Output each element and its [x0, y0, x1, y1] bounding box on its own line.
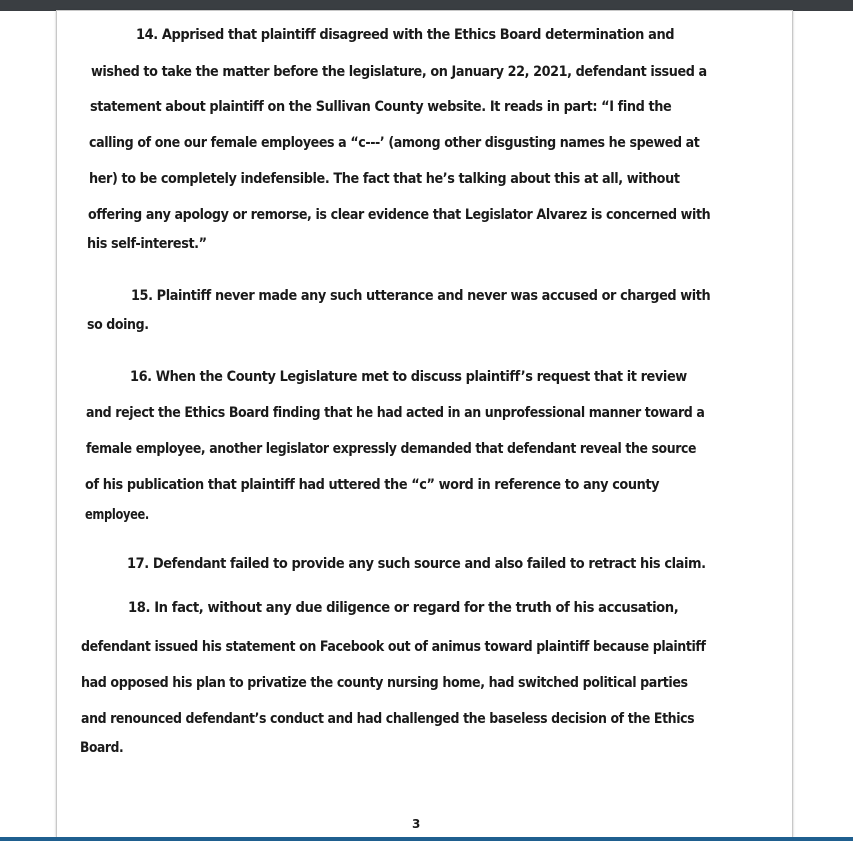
- paragraph-17-line-1: 17. Defendant failed to provide any such source and also failed to retract his claim.: [127, 556, 706, 572]
- paragraph-18-line-5: Board.: [80, 740, 124, 756]
- paragraph-14-line-2: wished to take the matter before the legislature, on January 22, 2021, defendant issued a: [91, 64, 707, 80]
- paragraph-15-line-2: so doing.: [87, 317, 149, 333]
- document-page: [57, 11, 792, 837]
- paragraph-16-line-2: and reject the Ethics Board finding that he had acted in an unprofessional manner toward a: [86, 405, 705, 421]
- paragraph-15-line-1: 15. Plaintiff never made any such utterance and never was accused or charged with: [131, 288, 711, 304]
- paragraph-18-line-2: defendant issued his statement on Facebook out of animus toward plaintiff because plaintiff: [81, 639, 706, 655]
- paragraph-14-line-4: calling of one our female employees a “c---’ (among other disgusting names he spewed at: [89, 135, 700, 151]
- page-number: 3: [412, 817, 421, 831]
- paragraph-16-line-3: female employee, another legislator expressly demanded that defendant reveal the source: [86, 441, 697, 457]
- paragraph-18-line-1: 18. In fact, without any due diligence or regard for the truth of his accusation,: [128, 600, 679, 616]
- paragraph-16-line-1: 16. When the County Legislature met to discuss plaintiff’s request that it review: [130, 369, 687, 385]
- viewer-margin-right: [792, 11, 853, 837]
- paragraph-14-line-3: statement about plaintiff on the Sullivan County website. It reads in part: “I find the: [90, 99, 672, 115]
- paragraph-14-line-5: her) to be completely indefensible. The fact that he’s talking about this at all, without: [89, 171, 680, 187]
- viewer-status-edge: [0, 837, 853, 841]
- paragraph-14-line-1: 14. Apprised that plaintiff disagreed with the Ethics Board determination and: [136, 27, 675, 43]
- paragraph-16-line-5: employee.: [85, 507, 149, 523]
- paragraph-18-line-3: had opposed his plan to privatize the county nursing home, had switched political parties: [81, 675, 688, 691]
- paragraph-18-line-4: and renounced defendant’s conduct and had challenged the baseless decision of the Ethics: [81, 711, 695, 727]
- viewer-margin-left: [0, 11, 57, 837]
- paragraph-14-line-6: offering any apology or remorse, is clear evidence that Legislator Alvarez is concerned with: [88, 207, 711, 223]
- paragraph-16-line-4: of his publication that plaintiff had uttered the “c” word in reference to any county: [85, 477, 660, 493]
- paragraph-14-line-7: his self-interest.”: [87, 236, 207, 252]
- viewer-toolbar-edge: [0, 0, 853, 11]
